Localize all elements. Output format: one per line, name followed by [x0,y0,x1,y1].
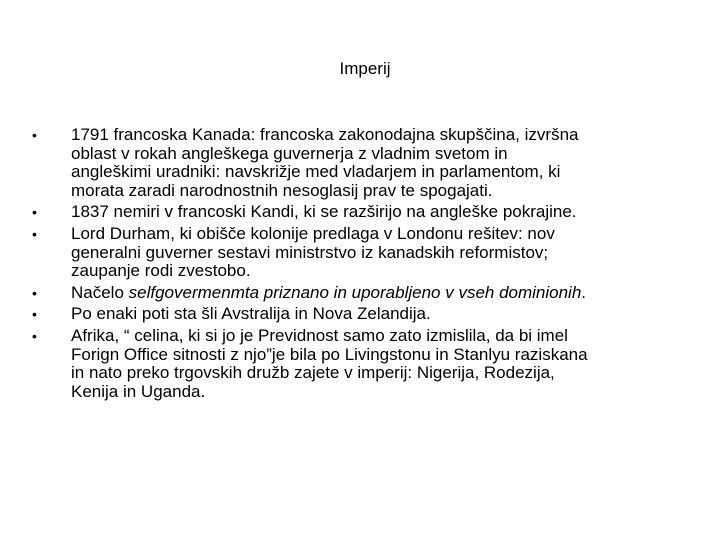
bullet-marker: • [32,127,37,143]
bullet-line: 1791 francoska Kanada: francoska zakonodajna skupščina, izvršna [71,125,579,144]
bullet-line: oblast v rokah angleškega guvernerja z vladnim svetom in [71,143,508,163]
bullet-item-6 [32,327,712,401]
bullet-line: in nato preko trgovskih družb zajete v imperij: Nigerija, Rodezija, [71,363,555,383]
bullet-line: generalni guverner sestavi ministrstvo iz kanadskih reformistov; [71,242,549,262]
bullet-item-5 [32,305,712,324]
bullet-line: zaupanje rodi zvestobo. [71,261,251,281]
bullet-line: 1837 nemiri v francoski Kandi, ki se razširijo na angleške pokrajine. [71,202,577,222]
bullet-line: angleškimi uradniki: navskrižje med vladarjem in parlamentom, ki [71,162,561,182]
bullet-marker: • [32,306,37,323]
bullet-line: Po enaki poti sta šli Avstralija in Nova Zelandija. [71,304,431,324]
bullet-suffix: . [581,282,587,302]
bullet-item-2 [32,203,712,222]
bullet-list [32,126,712,404]
bullet-line [71,284,712,303]
bullet-marker: • [32,327,37,344]
bullet-item-3 [32,225,712,281]
bullet-marker: • [32,204,37,221]
bullet-emphasis: selfgovermenmta priznano in uporabljeno v vseh dominionih [128,282,582,302]
bullet-line: Afrika, “ celina, ki si jo je Previdnost samo zato izmislila, da bi imel [71,325,568,345]
bullet-marker: • [32,284,37,301]
bullet-line: Forign Office sitnosti z njo”je bila po Livingstonu in Stanlyu raziskana [71,344,588,364]
bullet-line: morata zaradi narodnostnih nesoglasij prav te spogajati. [71,180,493,200]
bullet-item-1 [32,126,712,200]
slide-title: Imperij [339,59,391,78]
bullet-line: Lord Durham, ki obišče kolonije predlaga v Londonu rešitev: nov [71,223,555,243]
bullet-marker: • [32,225,37,242]
bullet-line: Kenija in Uganda. [71,381,206,401]
bullet-prefix: Načelo [71,282,129,302]
bullet-item-4 [32,284,712,303]
